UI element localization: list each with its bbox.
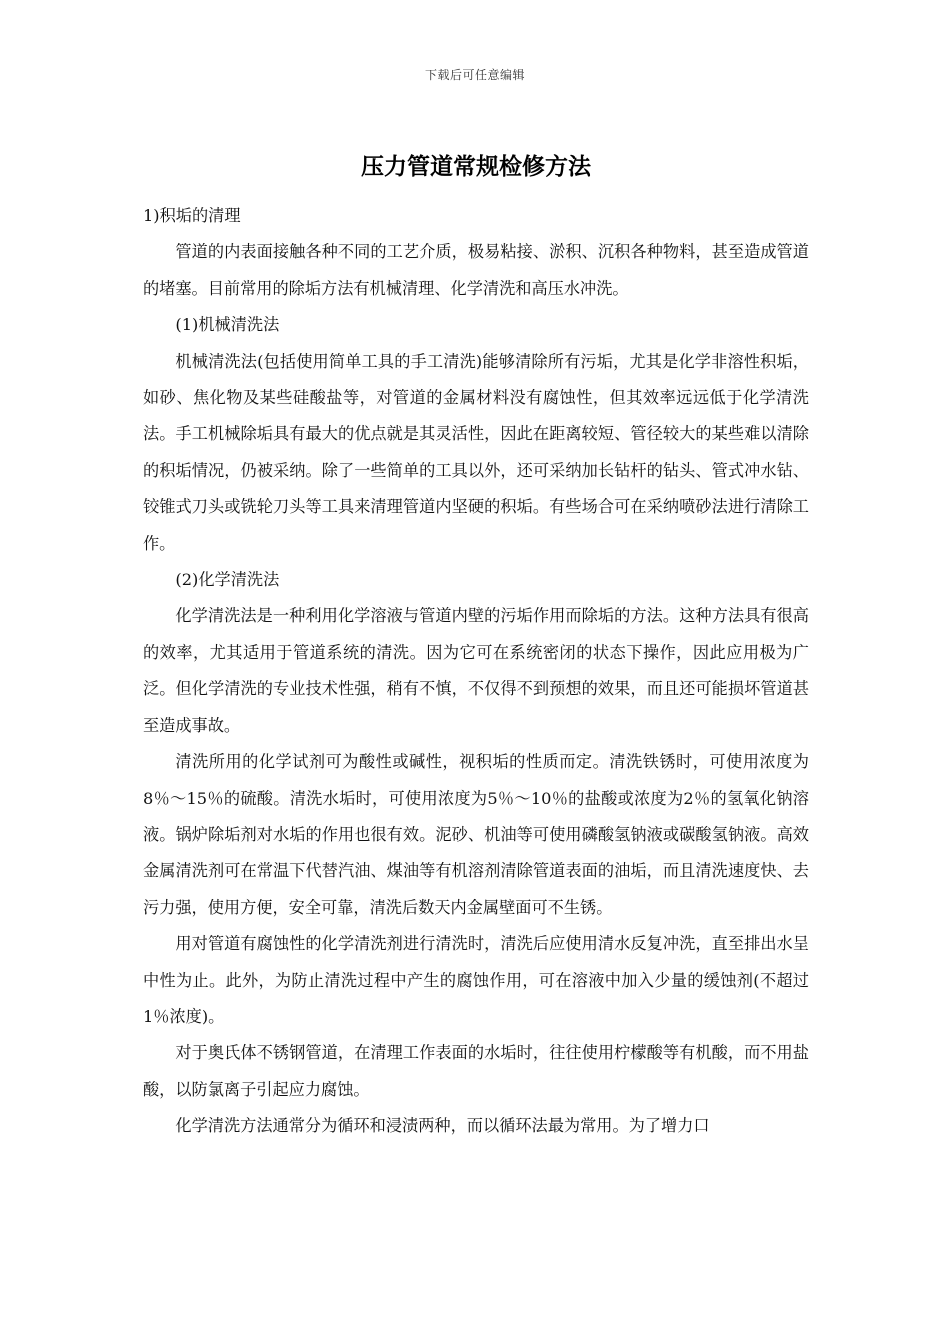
subheading-chemical-cleaning: (2)化学清洗法 <box>175 570 280 590</box>
section-heading-deposit-cleaning: 1)积垢的清理 <box>143 206 241 225</box>
page-header: 下载后可任意编辑 <box>424 68 525 82</box>
paragraph-stainless-steel: 对于奥氏体不锈钢管道，在清理工作表面的水垢时，往往使用柠檬酸等有机酸，而不用盐酸，以防氯离子引起应力腐蚀。 <box>143 1043 809 1099</box>
paragraph-chemical-reagents: 清洗所用的化学试剂可为酸性或碱性，视积垢的性质而定。清洗铁锈时，可使用浓度为8％～15％的硫酸。清洗水垢时，可使用浓度为5％～10％的盐酸或浓度为2％的氢氧化钠溶液。锅炉除垢剂对水垢的作用也很有效。泥砂、机油等可使用磷酸氢钠液或碳酸氢钠液。高效金属清洗剂可在常温下代替汽油、煤油等有机溶剂清除管道表面的油垢，而且清洗速度快、去污力强，使用方便，安全可靠，清洗后数天内金属壁面可不生锈。 <box>143 752 809 917</box>
paragraph-intro: 管道的内表面接触各种不同的工艺介质，极易粘接、淤积、沉积各种物料，甚至造成管道的堵塞。目前常用的除垢方法有机械清理、化学清洗和高压水冲洗。 <box>143 242 809 298</box>
document-title: 压力管道常规检修方法 <box>361 153 591 180</box>
paragraph-chemical-cleaning: 化学清洗法是一种利用化学溶液与管道内壁的污垢作用而除垢的方法。这种方法具有很高的效率，尤其适用于管道系统的清洗。因为它可在系统密闭的状态下操作，因此应用极为广泛。但化学清洗的专业技术性强，稍有不慎，不仅得不到预想的效果，而且还可能损坏管道甚至造成事故。 <box>143 606 809 735</box>
paragraph-corrosive-cleaning: 用对管道有腐蚀性的化学清洗剂进行清洗时，清洗后应使用清水反复冲洗，直至排出水呈中性为止。此外，为防止清洗过程中产生的腐蚀作用，可在溶液中加入少量的缓蚀剂(不超过1％浓度)。 <box>143 934 809 1026</box>
subheading-mechanical-cleaning: (1)机械清洗法 <box>175 315 280 335</box>
document-body <box>143 150 809 1145</box>
paragraph-cleaning-methods: 化学清洗方法通常分为循环和浸渍两种，而以循环法最为常用。为了增力口 <box>175 1116 710 1136</box>
paragraph-mechanical-cleaning: 机械清洗法(包括使用简单工具的手工清洗)能够清除所有污垢，尤其是化学非溶性积垢，如砂、焦化物及某些硅酸盐等，对管道的金属材料没有腐蚀性，但其效率远远低于化学清洗法。手工机械除垢具有最大的优点就是其灵活性，因此在距离较短、管径较大的某些难以清除的积垢情况，仍被采纳。除了一些简单的工具以外，还可采纳加长钻杆的钻头、管式冲水钻、铰锥式刀头或铣轮刀头等工具来清理管道内坚硬的积垢。有些场合可在采纳喷砂法进行清除工作。 <box>143 351 809 553</box>
